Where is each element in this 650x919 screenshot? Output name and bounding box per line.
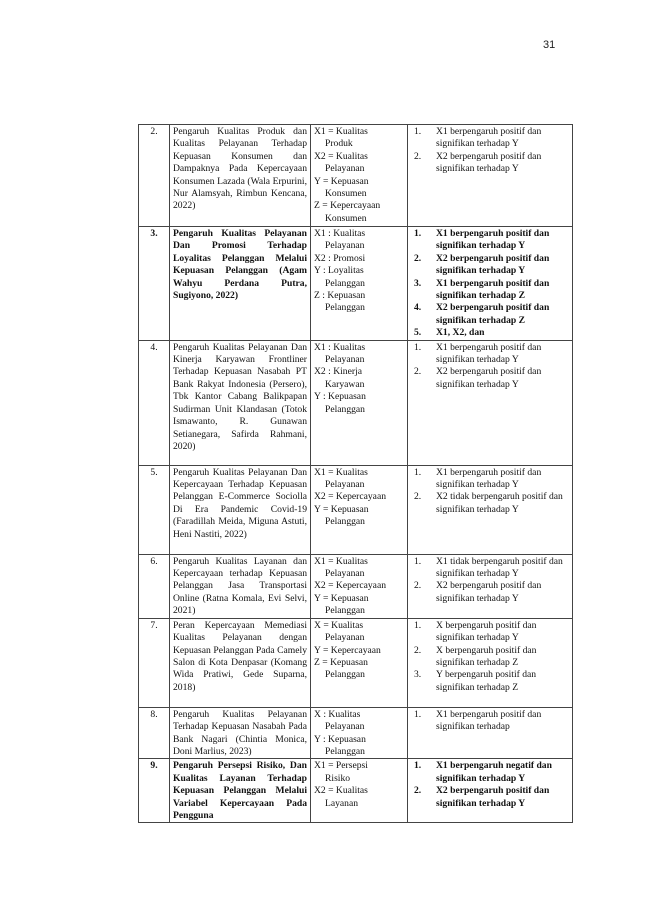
result-number: 1. bbox=[414, 555, 422, 567]
result-number: 1. bbox=[414, 228, 422, 239]
study-title: Pengaruh Kualitas Pelayanan Dan Kinerja Karyawan Frontliner Terhadap Kepuasan Nasabah PT Bank Rakyat Indonesia (Persero), Tbk Kantor Cabang Balikpapan Sudirman Unit Klandasan (Totok Ismawanto, R. Gunawan Setianegara, Safirda Rahmani, 2020) bbox=[170, 340, 311, 465]
study-title: Pengaruh Kualitas Pelayanan Dan Promosi Terhadap Loyalitas Pelanggan Melalui Kepuasan Pelanggan (Agam Wahyu Perdana Putra, Sugiyono, 2022) bbox=[170, 227, 311, 341]
variables-cell bbox=[311, 340, 408, 465]
variable-line bbox=[314, 556, 404, 581]
variable-label: Y = Kepuasan bbox=[314, 175, 369, 187]
variable-label-continued: Pelanggan bbox=[325, 745, 365, 757]
result-text: X berpengaruh positif dan signifikan terhadap Y bbox=[436, 619, 537, 644]
variable-label: Y : Kepuasan bbox=[314, 733, 366, 745]
variable-label: Y : Kepuasan bbox=[314, 391, 366, 403]
variable-label-continued: Pelayanan bbox=[325, 354, 365, 366]
variable-line bbox=[314, 126, 404, 151]
result-text: X2 berpengaruh positif dan signifikan terhadap Y bbox=[436, 150, 542, 175]
result-text: X1, X2, dan bbox=[436, 327, 485, 339]
result-number: 1. bbox=[414, 466, 422, 478]
variables-cell bbox=[311, 125, 408, 227]
result-number: 2. bbox=[414, 491, 422, 503]
row-number: 3. bbox=[139, 227, 170, 341]
results-cell bbox=[408, 618, 573, 707]
result-item bbox=[411, 785, 569, 810]
result-item bbox=[411, 278, 569, 303]
results-cell bbox=[408, 465, 573, 554]
results-cell bbox=[408, 707, 573, 759]
variable-line bbox=[314, 176, 404, 201]
results-cell bbox=[408, 227, 573, 341]
result-text: X1 berpengaruh positif dan signifikan terhadap bbox=[436, 708, 542, 733]
variable-line bbox=[314, 228, 404, 253]
variable-line bbox=[314, 709, 404, 734]
variable-label-continued: Pelayanan bbox=[325, 632, 365, 644]
result-number: 1. bbox=[414, 708, 422, 720]
table-body bbox=[139, 125, 573, 823]
variables-cell bbox=[311, 227, 408, 341]
variable-line bbox=[314, 391, 404, 416]
result-number: 1. bbox=[414, 619, 422, 631]
result-number: 1. bbox=[414, 760, 422, 772]
variable-label: X : Kualitas bbox=[314, 708, 361, 720]
variable-line bbox=[314, 620, 404, 645]
variable-label-continued: Pelanggan bbox=[325, 516, 365, 528]
variable-line bbox=[314, 580, 404, 592]
variable-line bbox=[314, 265, 404, 290]
variable-line bbox=[314, 504, 404, 529]
row-number: 6. bbox=[139, 554, 170, 618]
table-row bbox=[139, 465, 573, 554]
row-number: 5. bbox=[139, 465, 170, 554]
variables-cell bbox=[311, 465, 408, 554]
variable-line bbox=[314, 734, 404, 759]
variable-label: X2 = Kualitas bbox=[314, 785, 368, 797]
variable-label-continued: Pelanggan bbox=[325, 277, 365, 289]
results-cell bbox=[408, 340, 573, 465]
variable-label: X1 = Kualitas bbox=[314, 555, 368, 567]
study-title: Peran Kepercayaan Memediasi Kualitas Pelayanan dengan Kepuasan Pelanggan Pada Camely Salon di Kota Denpasar (Komang Wida Pratiwi, Gede Suparna, 2018) bbox=[170, 618, 311, 707]
variable-label: X2 : Promosi bbox=[314, 252, 366, 264]
variable-label-continued: Pelayanan bbox=[325, 721, 365, 733]
table-row bbox=[139, 227, 573, 341]
variable-line bbox=[314, 491, 404, 503]
variable-label: X2 = Kualitas bbox=[314, 150, 368, 162]
variable-label: Z = Kepercayaan bbox=[314, 200, 381, 212]
result-item bbox=[411, 760, 569, 785]
study-title: Pengaruh Kualitas Layanan dan Kepercayaan terhadap Kepuasan Pelanggan Jasa Transportasi Online (Ratna Komala, Evi Selvi, 2021) bbox=[170, 554, 311, 618]
variable-label-continued: Pelanggan bbox=[325, 605, 365, 617]
variable-line bbox=[314, 342, 404, 367]
variable-label-continued: Konsumen bbox=[325, 188, 367, 200]
variable-label-continued: Konsumen bbox=[325, 212, 367, 224]
variable-label: X2 : Kinerja bbox=[314, 366, 362, 378]
variable-label: Y = Kepuasan bbox=[314, 503, 369, 515]
result-number: 2. bbox=[414, 252, 422, 264]
result-text: X1 berpengaruh positif dan signifikan terhadap Y bbox=[436, 341, 542, 366]
result-text: X2 berpengaruh positif dan signifikan terhadap Y bbox=[436, 580, 542, 604]
results-cell bbox=[408, 759, 573, 823]
variables-cell bbox=[311, 554, 408, 618]
result-number: 2. bbox=[414, 580, 422, 592]
result-number: 1. bbox=[414, 341, 422, 353]
result-number: 2. bbox=[414, 644, 422, 656]
variable-label-continued: Pelanggan bbox=[325, 669, 365, 681]
variable-line bbox=[314, 593, 404, 618]
result-text: X1 tidak berpengaruh positif dan signifikan terhadap Y bbox=[436, 555, 563, 580]
result-item bbox=[411, 366, 569, 391]
results-cell bbox=[408, 554, 573, 618]
variable-line bbox=[314, 645, 404, 657]
variable-line bbox=[314, 290, 404, 315]
table-row bbox=[139, 125, 573, 227]
result-item bbox=[411, 151, 569, 176]
variable-label-continued: Produk bbox=[325, 138, 353, 150]
variable-line bbox=[314, 151, 404, 176]
result-number: 2. bbox=[414, 150, 422, 162]
study-title: Pengaruh Kualitas Pelayanan Dan Kepercayaan Terhadap Kepuasan Pelanggan E-Commerce Sociolla Di Era Pandemic Covid-19 (Faradillah Meida, Miguna Astuti, Heni Nastiti, 2022) bbox=[170, 465, 311, 554]
variable-label: X1 : Kualitas bbox=[314, 341, 366, 353]
result-item bbox=[411, 645, 569, 670]
variable-label: Y : Loyalitas bbox=[314, 265, 364, 277]
row-number: 8. bbox=[139, 707, 170, 759]
result-text: X1 berpengaruh positif dan signifikan terhadap Y bbox=[436, 466, 542, 491]
literature-review-table bbox=[138, 124, 573, 823]
result-text: X2 berpengaruh positif dan signifikan terhadap Y bbox=[436, 785, 550, 809]
variable-label: X2 = Kepercayaan bbox=[314, 580, 386, 592]
table-row bbox=[139, 554, 573, 618]
result-item bbox=[411, 467, 569, 492]
variable-label: X1 : Kualitas bbox=[314, 228, 366, 239]
variable-line bbox=[314, 467, 404, 492]
row-number: 9. bbox=[139, 759, 170, 823]
table-row bbox=[139, 759, 573, 823]
table-row bbox=[139, 618, 573, 707]
result-item bbox=[411, 620, 569, 645]
variables-cell bbox=[311, 759, 408, 823]
variable-label: X1 = Persepsi bbox=[314, 760, 368, 772]
variable-line bbox=[314, 366, 404, 391]
variable-label-continued: Karyawan bbox=[325, 378, 365, 390]
result-item bbox=[411, 342, 569, 367]
variable-label-continued: Pelanggan bbox=[325, 403, 365, 415]
result-item bbox=[411, 580, 569, 605]
result-text: X2 tidak berpengaruh positif dan signifikan terhadap Y bbox=[436, 491, 563, 515]
variable-label: X = Kualitas bbox=[314, 619, 364, 631]
result-item bbox=[411, 491, 569, 516]
variable-line bbox=[314, 785, 404, 810]
variable-label: Z = Kepuasan bbox=[314, 656, 368, 668]
variable-label-continued: Layanan bbox=[325, 797, 359, 809]
result-text: X1 berpengaruh positif dan signifikan terhadap Y bbox=[436, 228, 550, 252]
result-text: Y berpengaruh positif dan signifikan terhadap Z bbox=[436, 669, 537, 693]
variable-label-continued: Pelayanan bbox=[325, 163, 365, 175]
page-number: 31 bbox=[543, 39, 556, 51]
result-item bbox=[411, 302, 569, 327]
result-item bbox=[411, 556, 569, 581]
results-cell bbox=[408, 125, 573, 227]
result-number: 3. bbox=[414, 669, 422, 681]
variable-label-continued: Pelanggan bbox=[325, 302, 365, 314]
result-item bbox=[411, 126, 569, 151]
variable-line bbox=[314, 657, 404, 682]
result-number: 5. bbox=[414, 327, 422, 339]
result-item bbox=[411, 709, 569, 734]
table-row bbox=[139, 340, 573, 465]
variables-cell bbox=[311, 707, 408, 759]
result-number: 2. bbox=[414, 366, 422, 378]
variable-label-continued: Pelayanan bbox=[325, 479, 365, 491]
study-title: Pengaruh Persepsi Risiko, Dan Kualitas Layanan Terhadap Kepuasan Pelanggan Melalui Variabel Kepercayaan Pada Pengguna bbox=[170, 759, 311, 823]
row-number: 4. bbox=[139, 340, 170, 465]
result-text: X1 berpengaruh negatif dan signifikan terhadap Y bbox=[436, 760, 552, 784]
variable-label: Y = Kepuasan bbox=[314, 592, 369, 604]
result-item bbox=[411, 253, 569, 278]
table-row bbox=[139, 707, 573, 759]
variable-label-continued: Pelayanan bbox=[325, 568, 365, 580]
variable-label: Y = Kepercayaan bbox=[314, 644, 381, 656]
variable-label-continued: Pelayanan bbox=[325, 240, 365, 252]
row-number: 7. bbox=[139, 618, 170, 707]
result-text: X1 berpengaruh positif dan signifikan terhadap Z bbox=[436, 277, 550, 302]
variable-label-continued: Risiko bbox=[325, 772, 351, 784]
result-number: 2. bbox=[414, 785, 422, 797]
result-number: 4. bbox=[414, 302, 422, 314]
variable-label: Z : Kepuasan bbox=[314, 290, 366, 302]
result-item bbox=[411, 327, 569, 339]
variable-line bbox=[314, 200, 404, 225]
result-text: X2 berpengaruh positif dan signifikan terhadap Y bbox=[436, 366, 542, 390]
variable-label: X2 = Kepercayaan bbox=[314, 491, 386, 503]
result-text: X2 berpengaruh positif dan signifikan terhadap Z bbox=[436, 302, 550, 326]
result-number: 3. bbox=[414, 277, 422, 289]
variables-cell bbox=[311, 618, 408, 707]
variable-label: X1 = Kualitas bbox=[314, 466, 368, 478]
result-number: 1. bbox=[414, 126, 422, 137]
result-text: X1 berpengaruh positif dan signifikan terhadap Y bbox=[436, 126, 542, 150]
row-number: 2. bbox=[139, 125, 170, 227]
result-item bbox=[411, 228, 569, 253]
result-text: X2 berpengaruh positif dan signifikan terhadap Y bbox=[436, 252, 550, 277]
variable-line bbox=[314, 760, 404, 785]
study-title: Pengaruh Kualitas Produk dan Kualitas Pelayanan Terhadap Kepuasan Konsumen dan Dampaknya Pada Kepercayaan Konsumen Lazada (Wala Erpurini, Nur Alamsyah, Rimbun Kencana, 2022) bbox=[170, 125, 311, 227]
variable-line bbox=[314, 253, 404, 265]
variable-label: X1 = Kualitas bbox=[314, 126, 368, 137]
result-text: X berpengaruh positif dan signifikan terhadap Z bbox=[436, 644, 537, 668]
study-title: Pengaruh Kualitas Pelayanan Terhadap Kepuasan Nasabah Pada Bank Nagari (Chintia Monica, Doni Marlius, 2023) bbox=[170, 707, 311, 759]
result-item bbox=[411, 669, 569, 694]
